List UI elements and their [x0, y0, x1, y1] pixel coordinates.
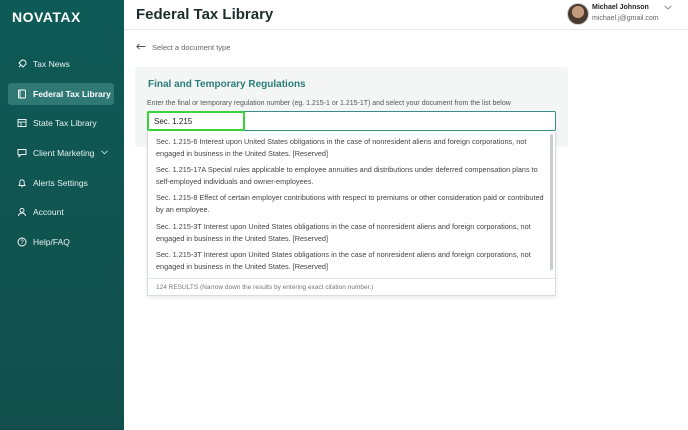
novatax-logo[interactable]: NOVATAX: [12, 9, 81, 25]
sidebar-item-label: Client Marketing: [33, 148, 95, 158]
list-item[interactable]: Sec. 1.215-8 Effect of certain employer contributions with respect to premiums or other consideration paid or contributed by an employee.: [156, 193, 544, 214]
sidebar-item-label: State Tax Library: [33, 118, 97, 128]
svg-text:?: ?: [19, 240, 24, 247]
sidebar-item-label: Alerts Settings: [33, 178, 88, 188]
sidebar-item-account[interactable]: [8, 201, 114, 223]
chevron-down-icon[interactable]: [664, 5, 672, 12]
rocket-icon: [16, 59, 27, 70]
list-item[interactable]: Sec. 1.215-3T Interest upon United States obligations in the case of nonresident aliens and foreign corporations, not engaged in business in the United States. [Reserved]: [156, 222, 531, 243]
avatar[interactable]: [567, 3, 589, 25]
sidebar-item-client-marketing[interactable]: [8, 142, 114, 164]
library-icon: [16, 118, 27, 129]
back-link[interactable]: [136, 42, 230, 53]
header: [124, 0, 688, 30]
results-count: 124 RESULTS (Narrow down the results by entering exact citation number.): [148, 278, 556, 296]
panel-title: Final and Temporary Regulations: [148, 79, 306, 90]
page-title: Federal Tax Library: [136, 6, 274, 23]
results-scrollbar[interactable]: [550, 134, 553, 270]
user-email: michael.j@gmail.com: [592, 15, 659, 22]
sidebar-item-label: Tax News: [33, 59, 70, 69]
results-dropdown: [147, 131, 556, 296]
sidebar-item-label: Account: [33, 207, 64, 217]
sidebar-item-federal-tax-library[interactable]: [8, 83, 114, 105]
user-name[interactable]: Michael Johnson: [592, 4, 649, 11]
arrow-left-icon: [136, 42, 146, 53]
book-icon: [16, 89, 27, 100]
sidebar-item-tax-news[interactable]: [8, 53, 114, 75]
back-link-label: Select a document type: [152, 43, 231, 52]
chevron-down-icon[interactable]: [101, 150, 108, 157]
panel-instructions: Enter the final or temporary regulation number (eg. 1.215-1 or 1.215-1T) and select your document from the list below: [147, 100, 511, 107]
user-icon: [16, 207, 27, 218]
list-item[interactable]: Sec. 1.215-3T Interest upon United States obligations in the case of nonresident aliens and foreign corporations, not engaged in business in the United States. [Reserved]: [156, 250, 531, 271]
sidebar-item-label: Federal Tax Library: [33, 89, 111, 99]
sidebar: [0, 0, 124, 430]
sidebar-item-label: Help/FAQ: [33, 237, 70, 247]
sidebar-item-state-tax-library[interactable]: [8, 112, 114, 134]
help-icon: [16, 237, 27, 248]
sidebar-item-alerts-settings[interactable]: [8, 172, 114, 194]
regulation-search-field[interactable]: [147, 111, 556, 131]
bell-icon: [16, 178, 27, 189]
chat-icon: [16, 148, 27, 159]
sidebar-item-help-faq[interactable]: [8, 231, 114, 253]
list-item[interactable]: Sec. 1.215-6 Interest upon United States obligations in the case of nonresident aliens and foreign corporations, not engaged in business in the United States. [Reserved]: [156, 137, 527, 158]
list-item[interactable]: Sec. 1.215-17A Special rules applicable to employee annuities and distributions under deferred compensation plans to self-employed individuals and owner-employees.: [156, 165, 538, 186]
regulation-search-input[interactable]: [154, 115, 454, 128]
